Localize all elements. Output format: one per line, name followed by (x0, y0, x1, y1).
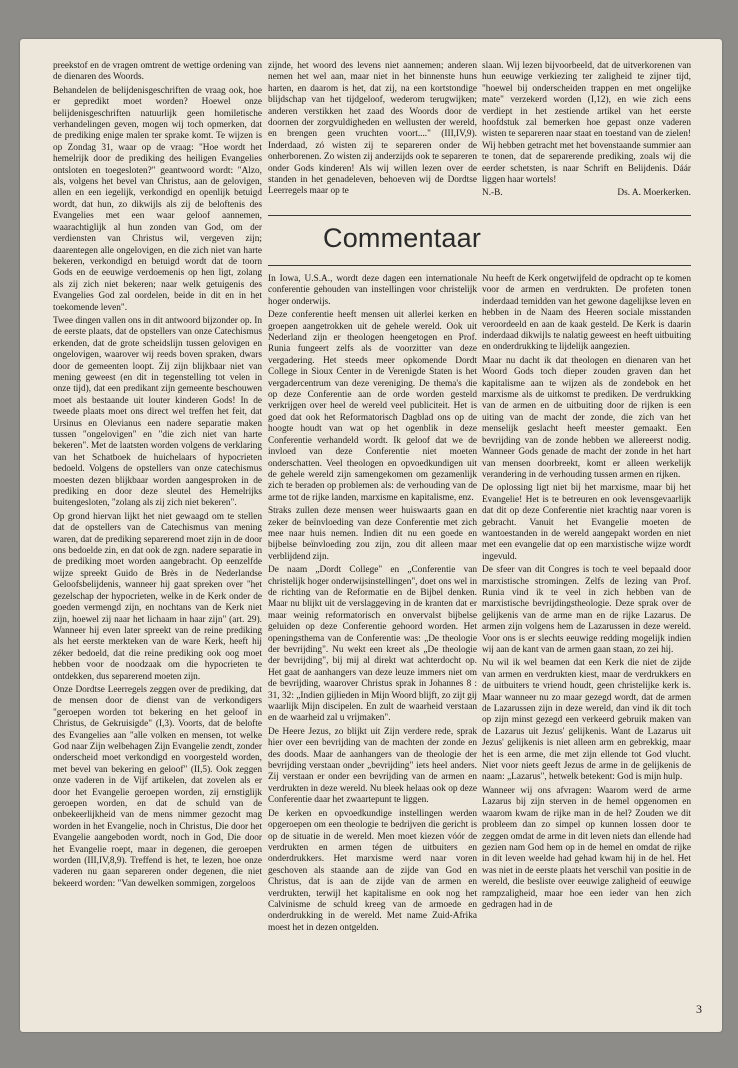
page-number: 3 (696, 1002, 702, 1016)
paragraph: slaan. Wij lezen bijvoorbeeld, dat de uitverkorenen van hun eeuwige verkiezing ter zaligheid te zijner tijd, "hoewel bij onderscheiden trappen en met ongelijke mate" verzekerd worden (I,12), en wie zich eens verdiept in het zestiende artikel van het eerste hoofdstuk zal bemerken hoe gepast onze vaderen wisten te separeren naar staat en toestand van de zielen! Wij hebben getracht met het bovenstaande summier aan te tonen, dat de separerende prediking, zoals wij die eerder schetsten, is naar Schrift en Belijdenis. Dáár liggen haar wortels! (482, 61, 691, 186)
section-headline: Commentaar (323, 223, 482, 253)
paragraph: Straks zullen deze mensen weer huiswaarts gaan en zeker de beïnvloeding van deze Conferentie met zich mee naar huis nemen. Indien dit nu een goede en bijbelse beïnvloeding zou zijn, zou dit alleen maar verblijdend zijn. (268, 506, 477, 562)
magazine-page (20, 39, 722, 1032)
paragraph: preekstof en de vragen omtrent de wettige ordening van de dienaren des Woords. (53, 61, 262, 83)
paragraph: Deze conferentie heeft mensen uit allerlei kerken en groepen aangetrokken uit de gehele wereld. Ook uit Nederland zijn er theologen heengetogen en Prof. Runia fungeert zelfs als de voorzitter van deze vergadering. Het steeds meer opkomende Dordt College in Sioux Center in de Verenigde Staten is het vergadercentrum van deze vereniging. De thema's die op deze Conferentie aan de orde worden gesteld verkrijgen over heel de wereld veel publiciteit. Het is goed dat ook het Reformatorisch Dagblad ons op de hoogte houdt van wat op het ogenblik in deze Conferentie verhandeld wordt. Ik geloof dat we de invloed van deze Conferentie niet moeten onderschatten. Veel theologen en opvoedkundigen uit de gehele wereld zijn samengekomen om gezamenlijk zich te beraden op problemen als: de verhouding van de arme tot de rijke landen, marxisme en kapitalisme, enz. (268, 310, 477, 503)
signature-line (482, 188, 691, 199)
paragraph: De kerken en opvoedkundige instellingen werden opgeroepen om een theologie te bedrijven die gericht is op de situatie in de wereld. Men moet kiezen vóór de verdrukten en armen tégen de uitbuiters en onderdrukkers. Het marxisme werd naar voren geschoven als staande aan de zijde van God en Christus, dat is aan de zijde van de armen en verdrukten, terwijl het kapitalisme en ook nog het Calvinisme de schuld kreeg van de armoede en onderdrukking in de wereld. Met name Zuid-Afrika moest het in dezen ontgelden. (268, 808, 477, 933)
column-middle-top (268, 61, 477, 209)
paragraph: Maar nu dacht ik dat theologen en dienaren van het Woord Gods toch dieper zouden graven dan het kapitalisme aan te wijzen als de zondebok en het marxisme als de uitkomst te prediken. De verdrukking van de armen en de uitbuiting door de rijken is een uiting van de macht der zonde, die zich van het menselijk geslacht heeft meester gemaakt. Een bevrijding van de zonde hebben we allereerst nodig. Wanneer Gods genade de macht der zonde in het hart van mensen doorbreekt, komt er alleen werkelijk verandering in de verhouding tussen armen en rijken. (482, 355, 691, 480)
column-left (53, 61, 262, 1027)
paragraph: Nu wil ik wel beamen dat een Kerk die niet de zijde van armen en verdrukten kiest, maar de verdrukkers en de uitbuiters te vriend houdt, geen christelijke kerk is. Maar wanneer nu zo maar gezegd wordt, dat de armen de Lazarussen zijn in deze wereld, dan vind ik dit toch op zijn minst gezegd een verkeerd gebruik maken van de Lazarus uit Jezus' gelijkenis. Want de Lazarus uit Jezus' gelijkenis is niet alleen arm en gebrekkig, maar het is een arme, die met zijn ellende tot God vlucht. Niet voor niets geeft Jezus de arme in de gelijkenis de naam: „Lazarus", hetwelk betekent: God is mijn hulp. (482, 658, 691, 783)
column-right-bottom (482, 274, 691, 1014)
paragraph: zijnde, het woord des levens niet aannemen; anderen nemen het wel aan, maar niet in het binnenste huns harten, en daarom is het, dat zij, na een kortstondige blijdschap van het tijdgeloof, wederom terugwijken; anderen verstikken het zaad des Woords door de doornen der zorgvuldigheden en wellusten der wereld, en brengen geen vruchten voort...." (III,IV,9). Inderdaad, zó wisten zij te separeren onder de onherborenen. Zo wisten zij anderzijds ook te separeren onder Gods kinderen! Als wij willen lezen over de standen in het genadeleven, behoeven wij de Dordtse Leerregels maar op te (268, 61, 477, 197)
column-middle-bottom (268, 274, 477, 1027)
paragraph: De naam „Dordt College" en „Conferentie van christelijk hoger onderwijsinstellingen", doet ons wel in de richting van de Reformatie en de Bijbel denken. Maar nu blijkt uit de verslaggeving in de kranten dat er maar weinig reformatorisch en onvervalst bijbelse geluiden op deze Conferentie gehoord worden. Het openingsthema van de Conferentie was: „De theologie der bevrijding". Nu wekt een kreet als „De theologie der bevrijding", bij mij al direkt wat achterdocht op. Het gaat de aanhangers van deze leuze immers niet om de bevrijding, waarover Christus sprak in Johannes 8 : 31, 32: „Indien gijlieden in Mijn Woord blijft, zo zijt gij waarlijk Mijn discipelen. En zult de waarheid verstaan en de waarheid zal u vrijmaken". (268, 565, 477, 724)
paragraph: De sfeer van dit Congres is toch te veel bepaald door marxistische stromingen. Zelfs de lezing van Prof. Runia vind ik te veel in zich hebben van de marxistische bevrijdingstheologie. Deze sprak over de gelijkenis van de arme man en de rijke Lazarus. De armen zijn volgens hem de Lazarussen in deze wereld. Voor ons is er slechts eeuwige redding mogelijk indien wij aan de kant van de armen gaan staan, zo zei hij. (482, 565, 691, 655)
divider-rule (268, 215, 691, 216)
paragraph: Wanneer wij ons afvragen: Waarom werd de arme Lazarus bij zijn sterven in de hemel opgenomen en waarom kwam de rijke man in de hel? Zouden we dit probleem dan zo simpel op kunnen lossen door te zeggen omdat de arme in dit leven niets dan ellende had gezien nam God hem op in de hemel en omdat de rijke in dit leven weelde had gehad kwam hij in de hel. Het was niet in de eerste plaats het verschil van positie in de wereld, die besliste over eeuwige zaligheid of eeuwige rampzaligheid, maar hoe een ieder van hen zich gedragen had in de (482, 785, 691, 910)
paragraph: De Heere Jezus, zo blijkt uit Zijn verdere rede, sprak hier over een bevrijding van de machten der zonde en des doods. Maar de aanhangers van de theologie der bevrijding verstaan onder „bevrijding" iets heel anders. Zij verstaan er onder een bevrijding van de armen en verdrukten in deze wereld. Nu bleek helaas ook op deze Conferentie daar het zwaartepunt te liggen. (268, 726, 477, 806)
signature-author: Ds. A. Moerkerken. (617, 188, 691, 199)
paragraph: Nu heeft de Kerk ongetwijfeld de opdracht op te komen voor de armen en verdrukten. De profeten tonen inderdaad temidden van het gewone dagelijkse leven en hebben in de Naam des Heeren sociale misstanden veroordeeld en aan de kaak gesteld. De Kerk is daarin inderdaad dikwijls te nalatig geweest en heeft uitbuiting en onderdrukking te lijdelijk aangezien. (482, 274, 691, 353)
paragraph: Op grond hiervan lijkt het niet gewaagd om te stellen dat de opstellers van de Catechismus van mening waren, dat de prediking separerend moet zijn in de door ons bedoelde zin, en dat ook de zgn. nadere separatie in de prediking moet worden aangebracht. Op eenzelfde wijze spreekt Guido de Brès in de Nederlandse Geloofsbelijdenis, wanneer hij gaat spreken over "het gezelschap der hypocrieten, welke in de Kerk onder de goeden vermengd zijn, en nochtans van de Kerk niet zijn, hoewel zij naar het lichaam in haar zijn" (art. 29). Wanneer hij even later spreekt van de reine prediking als het eerste merkteken van de ware Kerk, heeft hij zéker bedoeld, dat die reine prediking ook oog moet hebben voor de noodzaak om die hypocrieten te ontdekken, dus separerend moeten zijn. (53, 511, 262, 682)
divider-rule (268, 265, 691, 266)
column-right-top (482, 61, 691, 209)
paragraph: Behandelen de belijdenisgeschriften de vraag ook, hoe er gepredikt moet worden? Hoewel onze belijdenisgeschriften natuurlijk geen homiletische verhandelingen geven, mogen wij toch opmerken, dat de prediking enige malen ter sprake komt. Te wijzen is op Zondag 31, waar op de vraag: "Hoe wordt het hemelrijk door de prediking des heiligen Evangelies ontsloten en toegesloten?" geantwoord wordt: "Alzo, als, volgens het bevel van Christus, aan de gelovigen, allen en een iegelijk, verkondigd en openlijk betuigd wordt, dat hun, zo dikwijls als zij de beloftenis des Evangelies met een waar geloof aannemen, waarachtiglijk al hun zonden van God, om der verdiensten van Christus wil, vergeven zijn; daarentegen alle ongelovigen, en die zich niet van harte bekeren, verkondigd en betuigd wordt dat de toorn Gods en de eeuwige verdoemenis op hen ligt, zolang als zij zich niet bekeren; naar welk getuigenis des Evangelies God zal oordelen, beide in dit en in het toekomende leven". (53, 85, 262, 313)
paragraph: Twee dingen vallen ons in dit antwoord bijzonder op. In de eerste plaats, dat de opstellers van onze Catechismus erkenden, dat de grote scheidslijn tussen gelovigen en ongelovigen, waarover wij reeds boven spraken, dwars door de gemeenten loopt. Zij zijn blijkbaar niet van mening geweest (en dit in tegenstelling tot velen in onze tijd), dat een predikant zijn gemeente beschouwen moet als bestaande uit louter kinderen Gods! In de tweede plaats moet ons direct wel treffen het feit, dat Ursinus en Olevianus een nadere separatie maken tussen "ongelovigen" en "die zich niet van harte bekeren". Met de laatsten worden volgens de verklaring van het Schatboek de huichelaars of hypocrieten bedoeld. Volgens de opstellers van onze catechismus moesten dezen blijkbaar worden aangesproken in de prediking en door deze sleutel des Hemelrijks buitengesloten, "zolang als zij zich niet bekeren". (53, 315, 262, 509)
paragraph: In Iowa, U.S.A., wordt deze dagen een internationale conferentie gehouden van instellingen voor christelijk hoger onderwijs. (268, 274, 477, 307)
paragraph: De oplossing ligt niet bij het marxisme, maar bij het Evangelie! Het is te betreuren en ook levensgevaarlijk dat dit op deze Conferentie niet krachtig naar voren is gebracht. Vanuit het Evangelie moeten de wantoestanden in de wereld aangepakt worden en niet met een evangelie dat op een marxistische wijze wordt ingevuld. (482, 483, 691, 562)
signature-initials: N.-B. (482, 188, 503, 199)
paragraph: Onze Dordtse Leerregels zeggen over de prediking, dat de mensen door de dienst van de verkondigers "geroepen worden tot bekering en het geloof in Christus, de Gekruisigde" (I,3). Voorts, dat de belofte des Evangelies aan "alle volken en mensen, tot welke God naar Zijn welbehagen Zijn Evangelie zendt, zonder onderscheid moet verkondigd en voorgesteld worden, met bevel van bekering en geloof" (II,5). Ook zeggen onze vaderen in de Vijf artikelen, dat zovelen als er door het Evangelie geroepen worden, zij ernstiglijk geroepen worden, en dat de schuld van de onbekeerlijkheid van de mens nimmer gezocht mag worden in het Evangelie, noch in Christus, Die door het Evangelie aangeboden wordt, noch in God, Die door het Evangelie roept, maar in degenen, die geroepen worden (III,IV,8,9). Treffend is het, te lezen, hoe onze vaderen nu gaan separeren onder degenen, die niet bekeerd worden: "Van dewelken sommigen, zorgeloos (53, 684, 262, 889)
